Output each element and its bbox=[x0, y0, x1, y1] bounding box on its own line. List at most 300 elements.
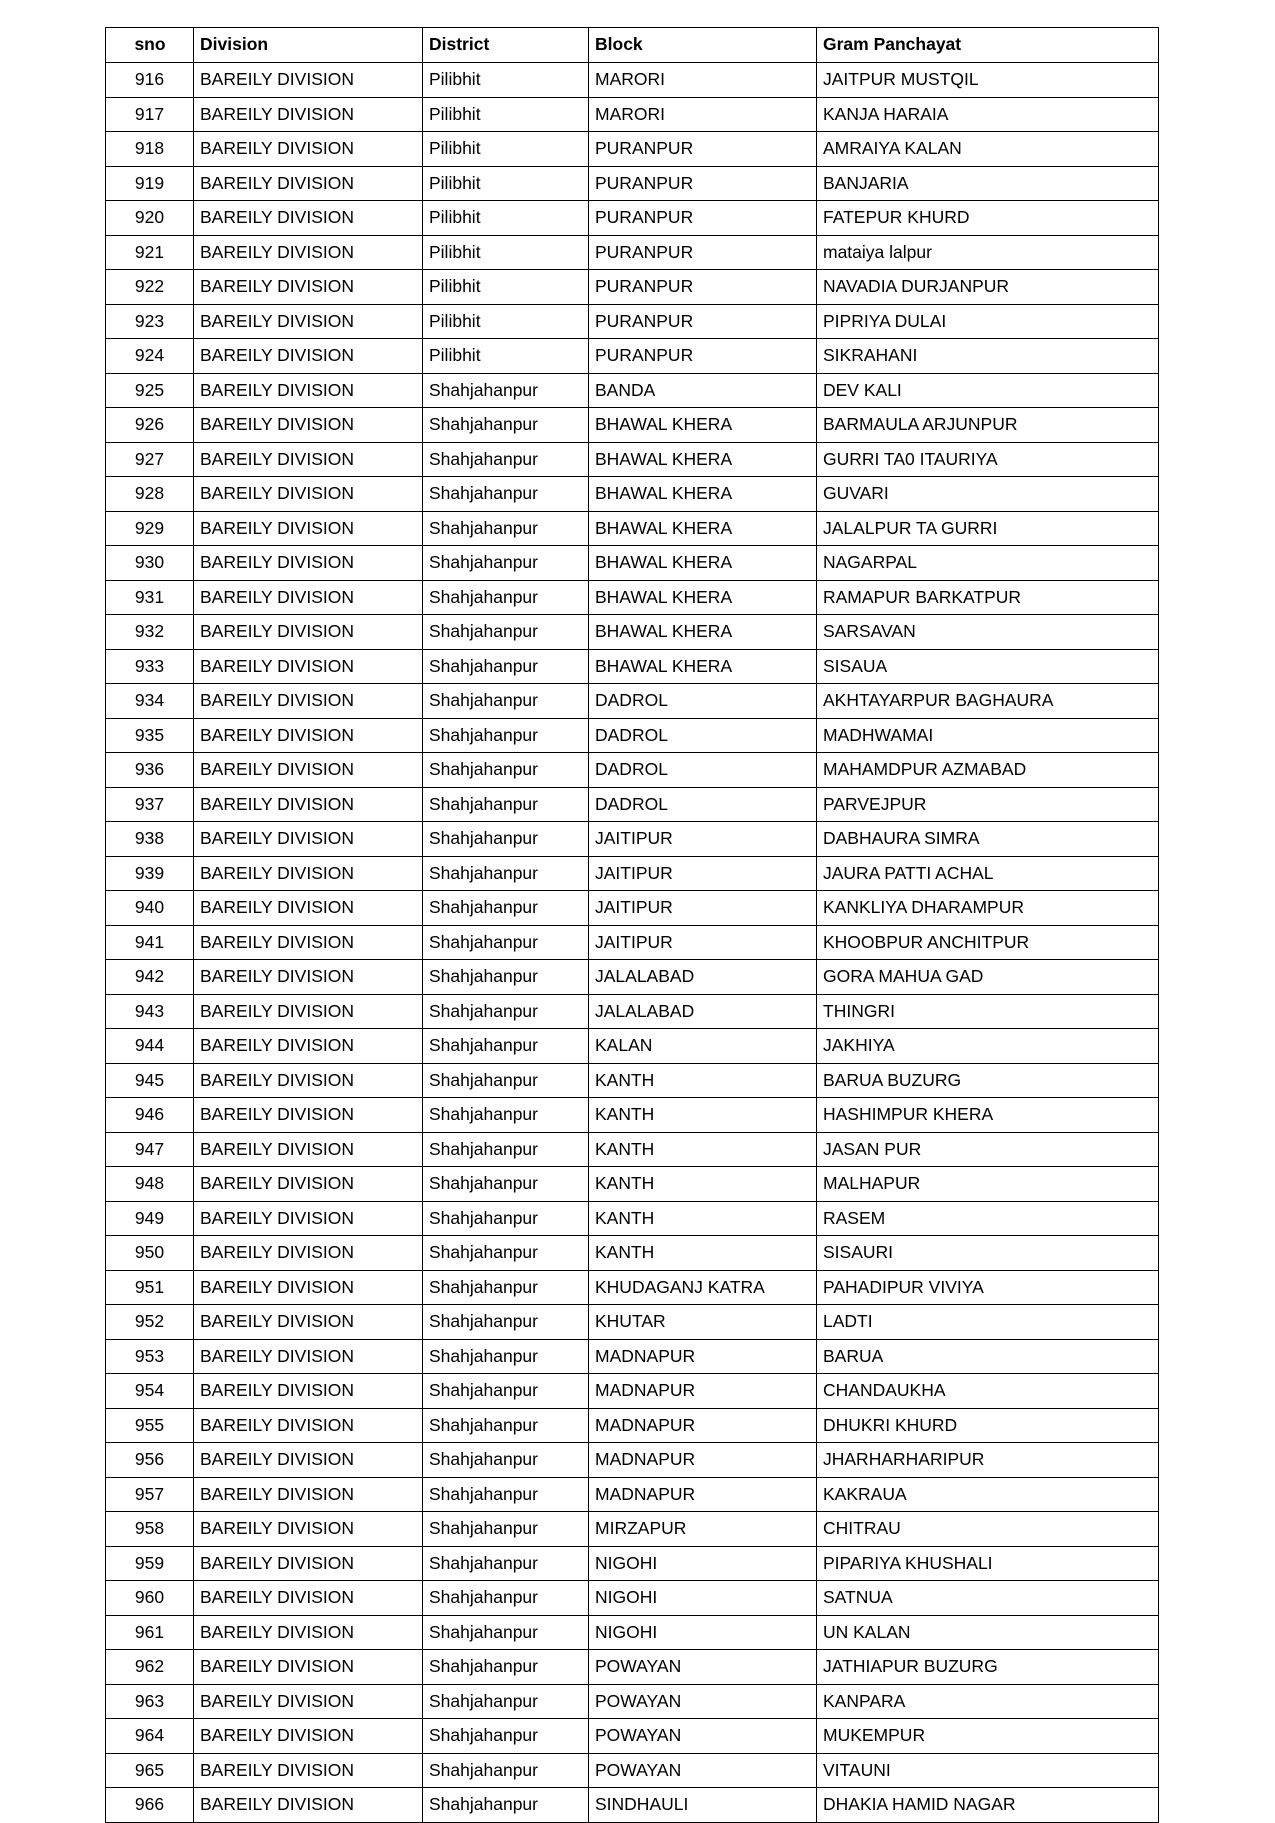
cell-district: Shahjahanpur bbox=[423, 994, 589, 1029]
cell-district: Shahjahanpur bbox=[423, 718, 589, 753]
cell-block: KANTH bbox=[589, 1201, 817, 1236]
column-header-division: Division bbox=[194, 28, 423, 63]
cell-district: Pilibhit bbox=[423, 166, 589, 201]
column-header-sno: sno bbox=[106, 28, 194, 63]
table-row bbox=[106, 270, 1159, 305]
table-row bbox=[106, 201, 1159, 236]
cell-district: Shahjahanpur bbox=[423, 1029, 589, 1064]
cell-district: Pilibhit bbox=[423, 63, 589, 98]
cell-district: Shahjahanpur bbox=[423, 753, 589, 788]
cell-sno: 932 bbox=[106, 615, 194, 650]
cell-sno: 955 bbox=[106, 1408, 194, 1443]
table-row bbox=[106, 649, 1159, 684]
cell-district: Shahjahanpur bbox=[423, 615, 589, 650]
table-row bbox=[106, 408, 1159, 443]
cell-block: BANDA bbox=[589, 373, 817, 408]
cell-district: Shahjahanpur bbox=[423, 1650, 589, 1685]
cell-block: MARORI bbox=[589, 63, 817, 98]
cell-block: PURANPUR bbox=[589, 270, 817, 305]
cell-gram-panchayat: GURRI TA0 ITAURIYA bbox=[817, 442, 1159, 477]
cell-district: Shahjahanpur bbox=[423, 1443, 589, 1478]
cell-sno: 921 bbox=[106, 235, 194, 270]
cell-division: BAREILY DIVISION bbox=[194, 925, 423, 960]
cell-gram-panchayat: BARMAULA ARJUNPUR bbox=[817, 408, 1159, 443]
cell-sno: 948 bbox=[106, 1167, 194, 1202]
cell-division: BAREILY DIVISION bbox=[194, 339, 423, 374]
cell-block: POWAYAN bbox=[589, 1719, 817, 1754]
table-header-row bbox=[106, 28, 1159, 63]
table-body bbox=[106, 63, 1159, 1823]
cell-gram-panchayat: LADTI bbox=[817, 1305, 1159, 1340]
cell-district: Pilibhit bbox=[423, 270, 589, 305]
cell-district: Shahjahanpur bbox=[423, 442, 589, 477]
cell-division: BAREILY DIVISION bbox=[194, 1753, 423, 1788]
table-row bbox=[106, 1788, 1159, 1823]
cell-gram-panchayat: HASHIMPUR KHERA bbox=[817, 1098, 1159, 1133]
cell-sno: 947 bbox=[106, 1132, 194, 1167]
cell-gram-panchayat: SIKRAHANI bbox=[817, 339, 1159, 374]
cell-sno: 927 bbox=[106, 442, 194, 477]
cell-block: DADROL bbox=[589, 718, 817, 753]
cell-district: Pilibhit bbox=[423, 201, 589, 236]
table-row bbox=[106, 166, 1159, 201]
cell-district: Shahjahanpur bbox=[423, 1581, 589, 1616]
cell-division: BAREILY DIVISION bbox=[194, 1167, 423, 1202]
cell-division: BAREILY DIVISION bbox=[194, 511, 423, 546]
table-row bbox=[106, 1270, 1159, 1305]
table-row bbox=[106, 442, 1159, 477]
cell-division: BAREILY DIVISION bbox=[194, 63, 423, 98]
cell-district: Shahjahanpur bbox=[423, 1063, 589, 1098]
cell-sno: 951 bbox=[106, 1270, 194, 1305]
cell-block: PURANPUR bbox=[589, 339, 817, 374]
cell-sno: 934 bbox=[106, 684, 194, 719]
cell-division: BAREILY DIVISION bbox=[194, 477, 423, 512]
cell-block: POWAYAN bbox=[589, 1684, 817, 1719]
cell-gram-panchayat: JALALPUR TA GURRI bbox=[817, 511, 1159, 546]
cell-gram-panchayat: DHAKIA HAMID NAGAR bbox=[817, 1788, 1159, 1823]
table-row bbox=[106, 97, 1159, 132]
table-row bbox=[106, 132, 1159, 167]
cell-block: DADROL bbox=[589, 787, 817, 822]
cell-division: BAREILY DIVISION bbox=[194, 1063, 423, 1098]
cell-sno: 928 bbox=[106, 477, 194, 512]
cell-sno: 952 bbox=[106, 1305, 194, 1340]
table-row bbox=[106, 304, 1159, 339]
cell-district: Shahjahanpur bbox=[423, 925, 589, 960]
cell-division: BAREILY DIVISION bbox=[194, 1546, 423, 1581]
cell-gram-panchayat: SARSAVAN bbox=[817, 615, 1159, 650]
cell-gram-panchayat: UN KALAN bbox=[817, 1615, 1159, 1650]
cell-division: BAREILY DIVISION bbox=[194, 1512, 423, 1547]
cell-sno: 959 bbox=[106, 1546, 194, 1581]
cell-block: POWAYAN bbox=[589, 1650, 817, 1685]
cell-gram-panchayat: JATHIAPUR BUZURG bbox=[817, 1650, 1159, 1685]
cell-sno: 926 bbox=[106, 408, 194, 443]
table-row bbox=[106, 1029, 1159, 1064]
cell-sno: 919 bbox=[106, 166, 194, 201]
cell-district: Shahjahanpur bbox=[423, 891, 589, 926]
cell-block: MIRZAPUR bbox=[589, 1512, 817, 1547]
cell-district: Shahjahanpur bbox=[423, 1408, 589, 1443]
cell-division: BAREILY DIVISION bbox=[194, 201, 423, 236]
table-row bbox=[106, 960, 1159, 995]
cell-block: JAITIPUR bbox=[589, 925, 817, 960]
cell-division: BAREILY DIVISION bbox=[194, 1098, 423, 1133]
cell-sno: 956 bbox=[106, 1443, 194, 1478]
cell-division: BAREILY DIVISION bbox=[194, 1443, 423, 1478]
cell-gram-panchayat: CHITRAU bbox=[817, 1512, 1159, 1547]
cell-block: DADROL bbox=[589, 753, 817, 788]
cell-district: Shahjahanpur bbox=[423, 408, 589, 443]
cell-gram-panchayat: SATNUA bbox=[817, 1581, 1159, 1616]
cell-division: BAREILY DIVISION bbox=[194, 787, 423, 822]
cell-district: Shahjahanpur bbox=[423, 1201, 589, 1236]
cell-gram-panchayat: BARUA BUZURG bbox=[817, 1063, 1159, 1098]
cell-sno: 953 bbox=[106, 1339, 194, 1374]
table-header bbox=[106, 28, 1159, 63]
cell-gram-panchayat: KANPARA bbox=[817, 1684, 1159, 1719]
table-row bbox=[106, 1408, 1159, 1443]
cell-gram-panchayat: JAITPUR MUSTQIL bbox=[817, 63, 1159, 98]
cell-block: MADNAPUR bbox=[589, 1443, 817, 1478]
cell-district: Shahjahanpur bbox=[423, 546, 589, 581]
table-row bbox=[106, 1201, 1159, 1236]
cell-sno: 944 bbox=[106, 1029, 194, 1064]
cell-sno: 939 bbox=[106, 856, 194, 891]
table-row bbox=[106, 546, 1159, 581]
cell-block: PURANPUR bbox=[589, 235, 817, 270]
cell-block: KANTH bbox=[589, 1167, 817, 1202]
table-row bbox=[106, 1650, 1159, 1685]
column-header-gram-panchayat: Gram Panchayat bbox=[817, 28, 1159, 63]
cell-division: BAREILY DIVISION bbox=[194, 1719, 423, 1754]
table-row bbox=[106, 339, 1159, 374]
cell-gram-panchayat: FATEPUR KHURD bbox=[817, 201, 1159, 236]
cell-block: BHAWAL KHERA bbox=[589, 511, 817, 546]
cell-block: PURANPUR bbox=[589, 132, 817, 167]
cell-block: POWAYAN bbox=[589, 1753, 817, 1788]
table-row bbox=[106, 925, 1159, 960]
cell-gram-panchayat: THINGRI bbox=[817, 994, 1159, 1029]
cell-division: BAREILY DIVISION bbox=[194, 1201, 423, 1236]
cell-gram-panchayat: DEV KALI bbox=[817, 373, 1159, 408]
cell-district: Shahjahanpur bbox=[423, 1270, 589, 1305]
cell-division: BAREILY DIVISION bbox=[194, 1305, 423, 1340]
cell-gram-panchayat: KAKRAUA bbox=[817, 1477, 1159, 1512]
cell-block: KHUTAR bbox=[589, 1305, 817, 1340]
cell-district: Shahjahanpur bbox=[423, 1512, 589, 1547]
cell-block: KANTH bbox=[589, 1236, 817, 1271]
cell-gram-panchayat: CHANDAUKHA bbox=[817, 1374, 1159, 1409]
gram-panchayat-table bbox=[105, 27, 1159, 1823]
cell-block: JAITIPUR bbox=[589, 856, 817, 891]
cell-district: Pilibhit bbox=[423, 97, 589, 132]
cell-sno: 924 bbox=[106, 339, 194, 374]
cell-block: MARORI bbox=[589, 97, 817, 132]
cell-sno: 930 bbox=[106, 546, 194, 581]
cell-division: BAREILY DIVISION bbox=[194, 1270, 423, 1305]
cell-district: Shahjahanpur bbox=[423, 1167, 589, 1202]
cell-sno: 933 bbox=[106, 649, 194, 684]
cell-district: Shahjahanpur bbox=[423, 684, 589, 719]
table-row bbox=[106, 615, 1159, 650]
cell-division: BAREILY DIVISION bbox=[194, 1029, 423, 1064]
table-row bbox=[106, 1374, 1159, 1409]
cell-sno: 941 bbox=[106, 925, 194, 960]
cell-block: NIGOHI bbox=[589, 1615, 817, 1650]
table-row bbox=[106, 1339, 1159, 1374]
cell-gram-panchayat: JASAN PUR bbox=[817, 1132, 1159, 1167]
table-row bbox=[106, 1512, 1159, 1547]
cell-sno: 937 bbox=[106, 787, 194, 822]
cell-gram-panchayat: MAHAMDPUR AZMABAD bbox=[817, 753, 1159, 788]
cell-sno: 923 bbox=[106, 304, 194, 339]
cell-division: BAREILY DIVISION bbox=[194, 718, 423, 753]
table-row bbox=[106, 63, 1159, 98]
cell-district: Shahjahanpur bbox=[423, 1788, 589, 1823]
cell-gram-panchayat: MADHWAMAI bbox=[817, 718, 1159, 753]
cell-division: BAREILY DIVISION bbox=[194, 1374, 423, 1409]
cell-division: BAREILY DIVISION bbox=[194, 822, 423, 857]
table-row bbox=[106, 856, 1159, 891]
cell-gram-panchayat: PIPRIYA DULAI bbox=[817, 304, 1159, 339]
cell-sno: 922 bbox=[106, 270, 194, 305]
cell-gram-panchayat: RASEM bbox=[817, 1201, 1159, 1236]
cell-gram-panchayat: GORA MAHUA GAD bbox=[817, 960, 1159, 995]
cell-gram-panchayat: KANJA HARAIA bbox=[817, 97, 1159, 132]
cell-gram-panchayat: MUKEMPUR bbox=[817, 1719, 1159, 1754]
cell-district: Shahjahanpur bbox=[423, 960, 589, 995]
cell-division: BAREILY DIVISION bbox=[194, 1339, 423, 1374]
table-row bbox=[106, 684, 1159, 719]
table-row bbox=[106, 1719, 1159, 1754]
cell-gram-panchayat: DABHAURA SIMRA bbox=[817, 822, 1159, 857]
column-header-district: District bbox=[423, 28, 589, 63]
cell-district: Shahjahanpur bbox=[423, 1477, 589, 1512]
cell-sno: 946 bbox=[106, 1098, 194, 1133]
cell-sno: 925 bbox=[106, 373, 194, 408]
cell-block: NIGOHI bbox=[589, 1581, 817, 1616]
cell-block: MADNAPUR bbox=[589, 1339, 817, 1374]
cell-division: BAREILY DIVISION bbox=[194, 994, 423, 1029]
cell-gram-panchayat: GUVARI bbox=[817, 477, 1159, 512]
cell-division: BAREILY DIVISION bbox=[194, 132, 423, 167]
cell-division: BAREILY DIVISION bbox=[194, 856, 423, 891]
cell-gram-panchayat: PAHADIPUR VIVIYA bbox=[817, 1270, 1159, 1305]
cell-block: BHAWAL KHERA bbox=[589, 615, 817, 650]
table-row bbox=[106, 511, 1159, 546]
table-row bbox=[106, 1305, 1159, 1340]
cell-gram-panchayat: DHUKRI KHURD bbox=[817, 1408, 1159, 1443]
cell-division: BAREILY DIVISION bbox=[194, 270, 423, 305]
cell-district: Shahjahanpur bbox=[423, 649, 589, 684]
cell-division: BAREILY DIVISION bbox=[194, 1650, 423, 1685]
cell-gram-panchayat: JAKHIYA bbox=[817, 1029, 1159, 1064]
cell-gram-panchayat: AMRAIYA KALAN bbox=[817, 132, 1159, 167]
cell-sno: 961 bbox=[106, 1615, 194, 1650]
cell-division: BAREILY DIVISION bbox=[194, 1788, 423, 1823]
table-row bbox=[106, 1443, 1159, 1478]
cell-block: KALAN bbox=[589, 1029, 817, 1064]
table-row bbox=[106, 822, 1159, 857]
cell-division: BAREILY DIVISION bbox=[194, 97, 423, 132]
cell-block: PURANPUR bbox=[589, 304, 817, 339]
cell-division: BAREILY DIVISION bbox=[194, 580, 423, 615]
cell-sno: 965 bbox=[106, 1753, 194, 1788]
cell-sno: 958 bbox=[106, 1512, 194, 1547]
cell-sno: 938 bbox=[106, 822, 194, 857]
cell-sno: 920 bbox=[106, 201, 194, 236]
cell-block: JALALABAD bbox=[589, 960, 817, 995]
cell-gram-panchayat: KHOOBPUR ANCHITPUR bbox=[817, 925, 1159, 960]
cell-block: MADNAPUR bbox=[589, 1408, 817, 1443]
cell-block: BHAWAL KHERA bbox=[589, 649, 817, 684]
cell-division: BAREILY DIVISION bbox=[194, 960, 423, 995]
cell-block: KHUDAGANJ KATRA bbox=[589, 1270, 817, 1305]
cell-sno: 931 bbox=[106, 580, 194, 615]
cell-sno: 957 bbox=[106, 1477, 194, 1512]
cell-district: Shahjahanpur bbox=[423, 1132, 589, 1167]
cell-sno: 929 bbox=[106, 511, 194, 546]
cell-block: NIGOHI bbox=[589, 1546, 817, 1581]
table-row bbox=[106, 1063, 1159, 1098]
cell-district: Pilibhit bbox=[423, 235, 589, 270]
cell-district: Shahjahanpur bbox=[423, 1753, 589, 1788]
cell-district: Shahjahanpur bbox=[423, 580, 589, 615]
cell-sno: 917 bbox=[106, 97, 194, 132]
cell-district: Shahjahanpur bbox=[423, 1305, 589, 1340]
table-row bbox=[106, 373, 1159, 408]
cell-sno: 942 bbox=[106, 960, 194, 995]
cell-gram-panchayat: VITAUNI bbox=[817, 1753, 1159, 1788]
cell-block: BHAWAL KHERA bbox=[589, 442, 817, 477]
table-row bbox=[106, 891, 1159, 926]
cell-gram-panchayat: SISAUA bbox=[817, 649, 1159, 684]
table-row bbox=[106, 1753, 1159, 1788]
cell-gram-panchayat: KANKLIYA DHARAMPUR bbox=[817, 891, 1159, 926]
cell-block: JALALABAD bbox=[589, 994, 817, 1029]
cell-block: PURANPUR bbox=[589, 201, 817, 236]
cell-block: KANTH bbox=[589, 1098, 817, 1133]
cell-division: BAREILY DIVISION bbox=[194, 649, 423, 684]
cell-division: BAREILY DIVISION bbox=[194, 235, 423, 270]
cell-district: Shahjahanpur bbox=[423, 477, 589, 512]
cell-district: Shahjahanpur bbox=[423, 822, 589, 857]
cell-sno: 954 bbox=[106, 1374, 194, 1409]
column-header-block: Block bbox=[589, 28, 817, 63]
table-row bbox=[106, 477, 1159, 512]
cell-gram-panchayat: NAVADIA DURJANPUR bbox=[817, 270, 1159, 305]
cell-gram-panchayat: RAMAPUR BARKATPUR bbox=[817, 580, 1159, 615]
cell-district: Pilibhit bbox=[423, 304, 589, 339]
cell-division: BAREILY DIVISION bbox=[194, 1132, 423, 1167]
cell-block: MADNAPUR bbox=[589, 1477, 817, 1512]
cell-gram-panchayat: JHARHARHARIPUR bbox=[817, 1443, 1159, 1478]
cell-division: BAREILY DIVISION bbox=[194, 1236, 423, 1271]
cell-gram-panchayat: AKHTAYARPUR BAGHAURA bbox=[817, 684, 1159, 719]
cell-sno: 945 bbox=[106, 1063, 194, 1098]
cell-division: BAREILY DIVISION bbox=[194, 1581, 423, 1616]
cell-sno: 936 bbox=[106, 753, 194, 788]
cell-division: BAREILY DIVISION bbox=[194, 546, 423, 581]
table-row bbox=[106, 1684, 1159, 1719]
cell-district: Pilibhit bbox=[423, 132, 589, 167]
cell-gram-panchayat: JAURA PATTI ACHAL bbox=[817, 856, 1159, 891]
cell-sno: 963 bbox=[106, 1684, 194, 1719]
table-row bbox=[106, 1236, 1159, 1271]
cell-block: KANTH bbox=[589, 1063, 817, 1098]
table-row bbox=[106, 994, 1159, 1029]
cell-block: PURANPUR bbox=[589, 166, 817, 201]
cell-district: Shahjahanpur bbox=[423, 1615, 589, 1650]
cell-gram-panchayat: MALHAPUR bbox=[817, 1167, 1159, 1202]
cell-block: BHAWAL KHERA bbox=[589, 580, 817, 615]
cell-district: Shahjahanpur bbox=[423, 1719, 589, 1754]
cell-district: Shahjahanpur bbox=[423, 1098, 589, 1133]
table-row bbox=[106, 580, 1159, 615]
cell-sno: 950 bbox=[106, 1236, 194, 1271]
cell-gram-panchayat: NAGARPAL bbox=[817, 546, 1159, 581]
cell-sno: 943 bbox=[106, 994, 194, 1029]
cell-gram-panchayat: PIPARIYA KHUSHALI bbox=[817, 1546, 1159, 1581]
table-row bbox=[106, 1132, 1159, 1167]
table-row bbox=[106, 1581, 1159, 1616]
cell-sno: 918 bbox=[106, 132, 194, 167]
cell-division: BAREILY DIVISION bbox=[194, 166, 423, 201]
cell-block: KANTH bbox=[589, 1132, 817, 1167]
cell-district: Shahjahanpur bbox=[423, 1339, 589, 1374]
cell-division: BAREILY DIVISION bbox=[194, 753, 423, 788]
cell-block: BHAWAL KHERA bbox=[589, 408, 817, 443]
cell-division: BAREILY DIVISION bbox=[194, 373, 423, 408]
cell-sno: 964 bbox=[106, 1719, 194, 1754]
cell-district: Shahjahanpur bbox=[423, 856, 589, 891]
table-row bbox=[106, 718, 1159, 753]
cell-division: BAREILY DIVISION bbox=[194, 304, 423, 339]
cell-district: Shahjahanpur bbox=[423, 1374, 589, 1409]
cell-gram-panchayat: SISAURI bbox=[817, 1236, 1159, 1271]
table-row bbox=[106, 1098, 1159, 1133]
table-row bbox=[106, 1546, 1159, 1581]
table-row bbox=[106, 787, 1159, 822]
cell-district: Shahjahanpur bbox=[423, 787, 589, 822]
cell-sno: 962 bbox=[106, 1650, 194, 1685]
cell-sno: 949 bbox=[106, 1201, 194, 1236]
cell-block: BHAWAL KHERA bbox=[589, 546, 817, 581]
cell-sno: 966 bbox=[106, 1788, 194, 1823]
cell-block: MADNAPUR bbox=[589, 1374, 817, 1409]
cell-sno: 916 bbox=[106, 63, 194, 98]
cell-district: Pilibhit bbox=[423, 339, 589, 374]
cell-gram-panchayat: BANJARIA bbox=[817, 166, 1159, 201]
cell-division: BAREILY DIVISION bbox=[194, 891, 423, 926]
cell-district: Shahjahanpur bbox=[423, 511, 589, 546]
table-row bbox=[106, 235, 1159, 270]
cell-district: Shahjahanpur bbox=[423, 1236, 589, 1271]
cell-district: Shahjahanpur bbox=[423, 1684, 589, 1719]
cell-division: BAREILY DIVISION bbox=[194, 1408, 423, 1443]
cell-block: SINDHAULI bbox=[589, 1788, 817, 1823]
cell-division: BAREILY DIVISION bbox=[194, 684, 423, 719]
cell-block: BHAWAL KHERA bbox=[589, 477, 817, 512]
table-row bbox=[106, 1477, 1159, 1512]
cell-division: BAREILY DIVISION bbox=[194, 408, 423, 443]
cell-sno: 935 bbox=[106, 718, 194, 753]
cell-sno: 960 bbox=[106, 1581, 194, 1616]
cell-block: JAITIPUR bbox=[589, 822, 817, 857]
table-row bbox=[106, 1615, 1159, 1650]
